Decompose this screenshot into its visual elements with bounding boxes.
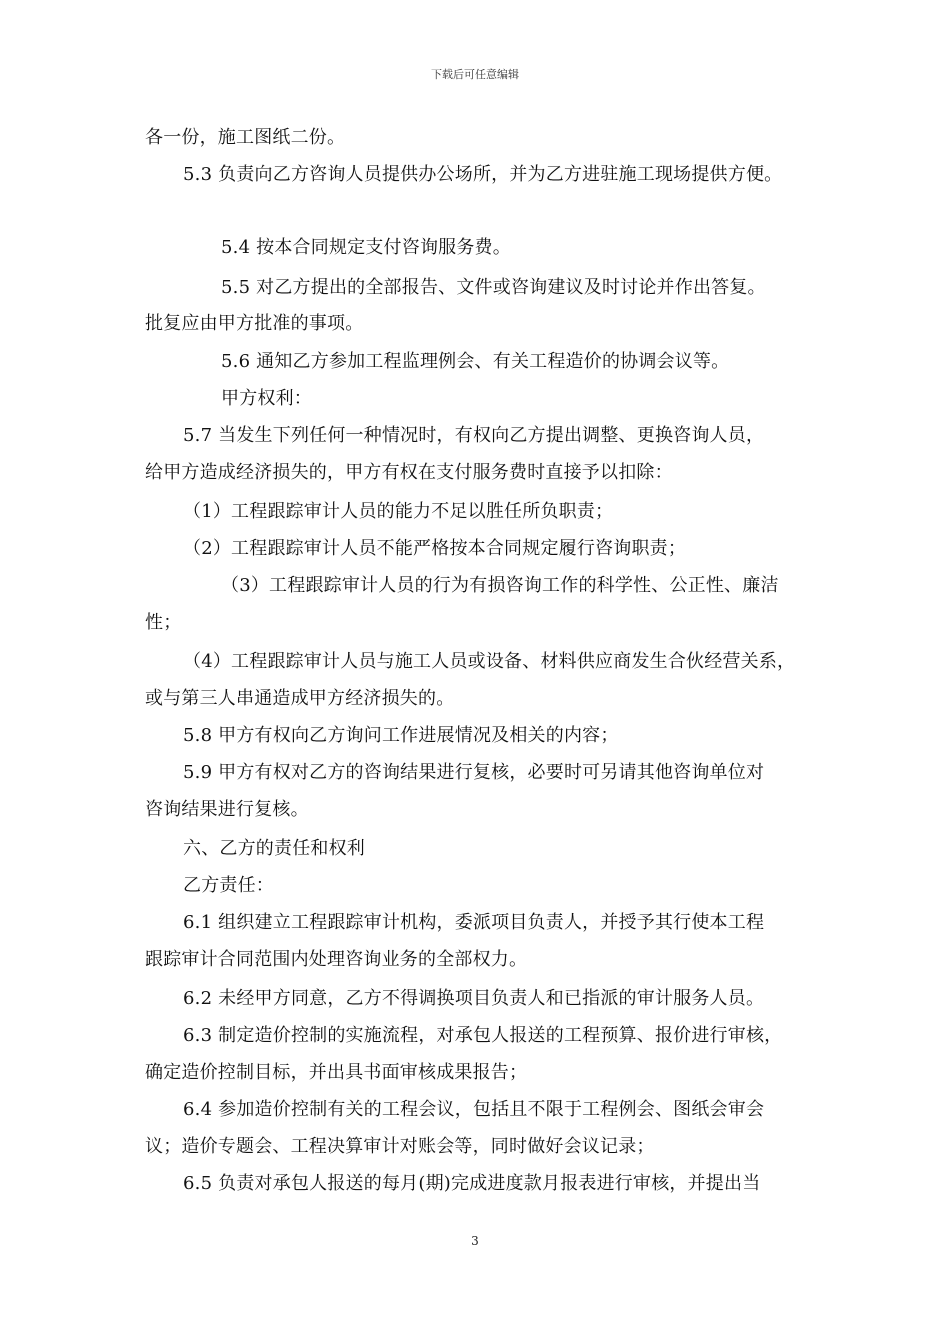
text-line: 或与第三人串通造成甲方经济损失的。: [145, 688, 455, 709]
text-line: 5.3 负责向乙方咨询人员提供办公场所，并为乙方进驻施工现场提供方便。: [183, 164, 783, 185]
text-line: 6.4 参加造价控制有关的工程会议，包括且不限于工程例会、图纸会审会: [183, 1099, 765, 1120]
text-line: 5.6 通知乙方参加工程监理例会、有关工程造价的协调会议等。: [221, 351, 730, 372]
text-line: 6.1 组织建立工程跟踪审计机构，委派项目负责人，并授予其行使本工程: [183, 912, 765, 933]
page-header: 下载后可任意编辑: [431, 68, 519, 81]
page-number: 3: [471, 1234, 479, 1248]
text-line: （3）工程跟踪审计人员的行为有损咨询工作的科学性、公正性、廉洁: [221, 575, 779, 596]
text-line: 5.8 甲方有权向乙方询问工作进展情况及相关的内容；: [183, 725, 619, 746]
text-line: 甲方权利：: [221, 388, 312, 409]
text-line: 咨询结果进行复核。: [145, 799, 309, 820]
text-line: 6.5 负责对承包人报送的每月(期)完成进度款月报表进行审核，并提出当: [183, 1173, 761, 1194]
text-line: （1）工程跟踪审计人员的能力不足以胜任所负职责；: [183, 501, 614, 522]
text-line: 5.4 按本合同规定支付咨询服务费。: [221, 237, 511, 258]
text-line: 6.3 制定造价控制的实施流程，对承包人报送的工程预算、报价进行审核，: [183, 1025, 783, 1046]
text-line: （2）工程跟踪审计人员不能严格按本合同规定履行咨询职责；: [183, 538, 687, 559]
text-line: 5.9 甲方有权对乙方的咨询结果进行复核，必要时可另请其他咨询单位对: [183, 762, 765, 783]
text-line: 6.2 未经甲方同意，乙方不得调换项目负责人和已指派的审计服务人员。: [183, 988, 765, 1009]
text-line: 5.7 当发生下列任何一种情况时，有权向乙方提出调整、更换咨询人员，: [183, 425, 765, 446]
text-line: 性；: [145, 612, 182, 633]
section-heading: 六、乙方的责任和权利: [183, 838, 365, 859]
subsection-heading: 乙方责任：: [183, 875, 274, 896]
text-line: （4）工程跟踪审计人员与施工人员或设备、材料供应商发生合伙经营关系，: [183, 651, 796, 672]
text-line: 给甲方造成经济损失的，甲方有权在支付服务费时直接予以扣除：: [145, 462, 673, 483]
text-line: 跟踪审计合同范围内处理咨询业务的全部权力。: [145, 949, 528, 970]
text-line: 批复应由甲方批准的事项。: [145, 313, 364, 334]
text-line: 5.5 对乙方提出的全部报告、文件或咨询建议及时讨论并作出答复。: [221, 277, 766, 298]
text-line: 确定造价控制目标，并出具书面审核成果报告；: [145, 1062, 528, 1083]
text-line: 各一份，施工图纸二份。: [145, 127, 346, 148]
text-line: 议；造价专题会、工程决算审计对账会等，同时做好会议记录；: [145, 1136, 655, 1157]
